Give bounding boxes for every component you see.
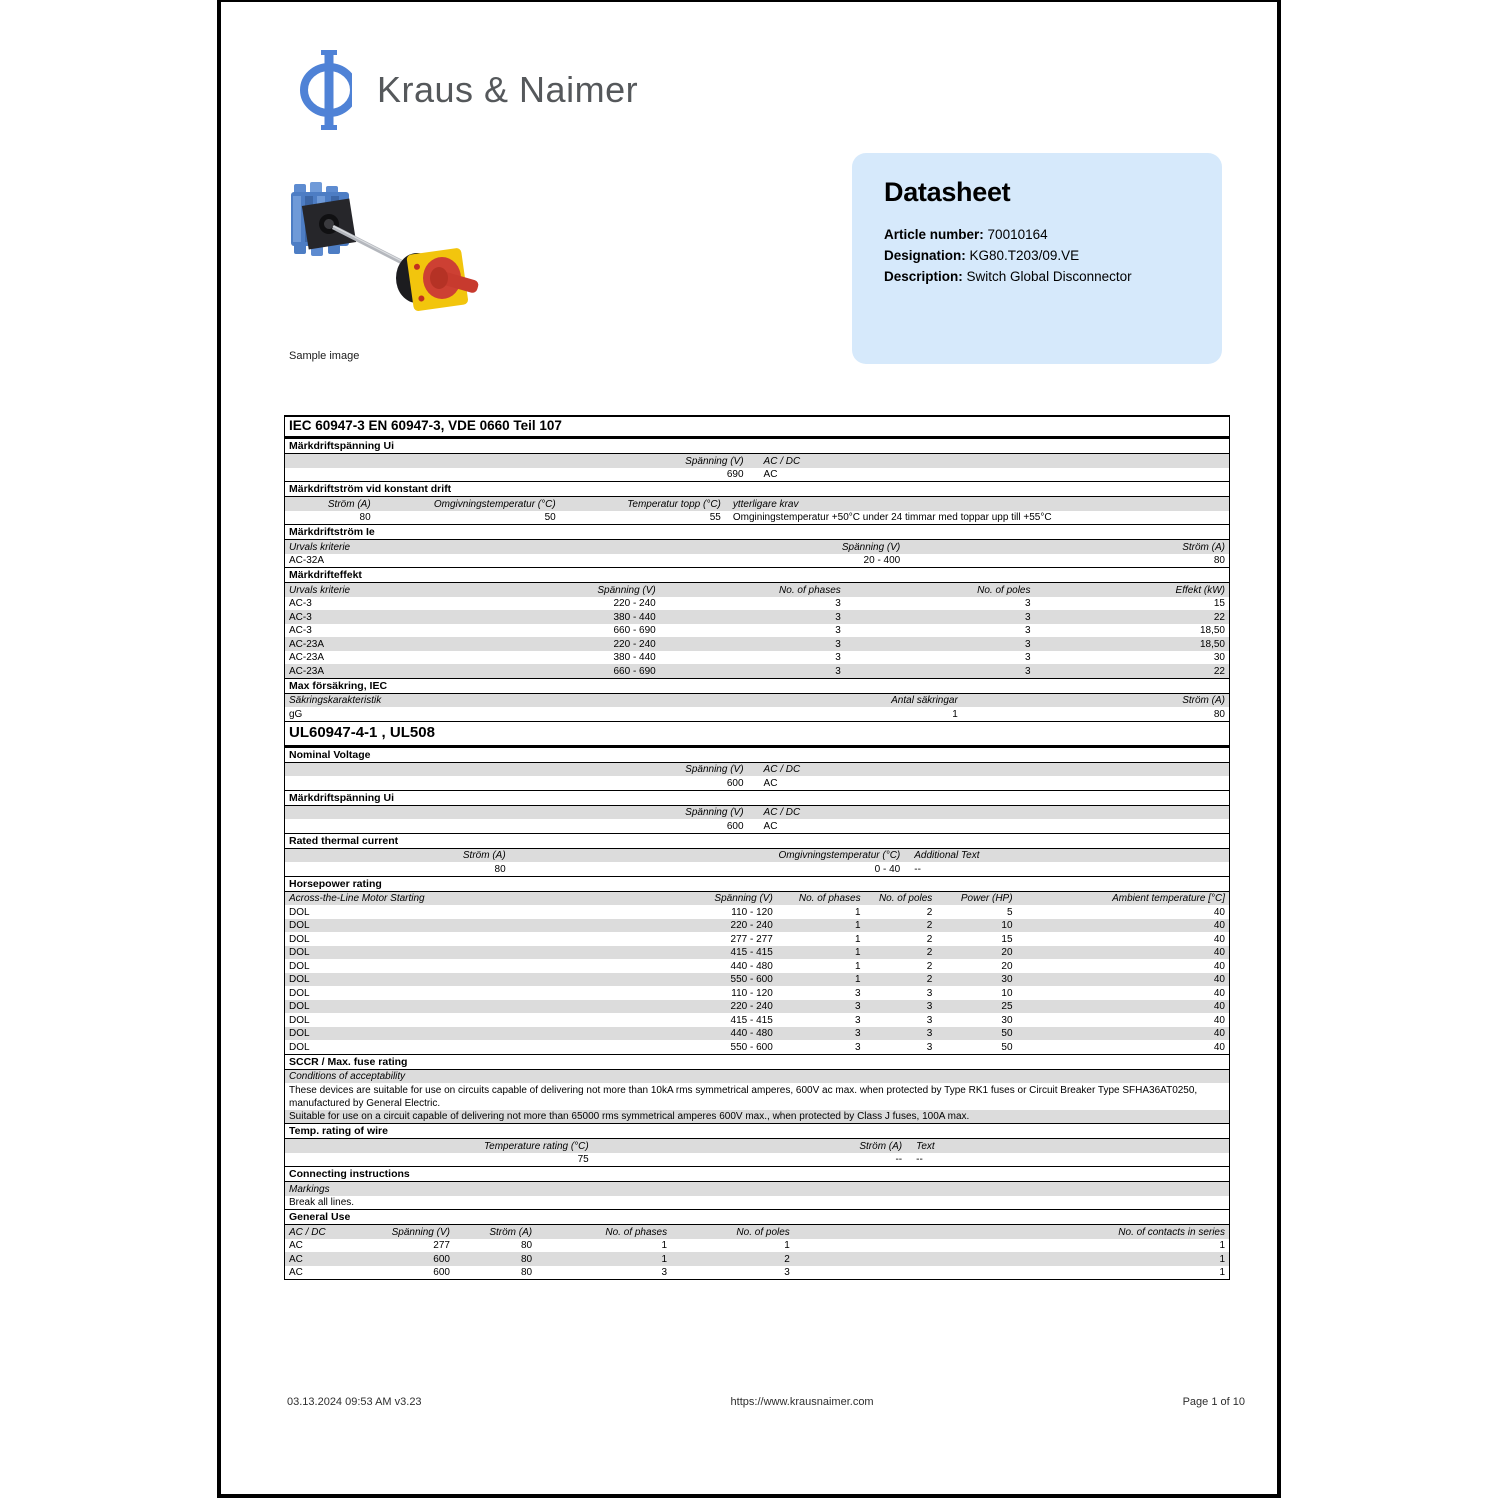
datasheet-title: Datasheet [884,177,1011,207]
table-cell: 3 [835,665,841,677]
table-header-row [285,540,1229,554]
table-cell: 2 [926,933,933,945]
table-header-row [285,763,1229,777]
table-cell: 220 - 240 [730,920,773,931]
table-header-row [285,892,1229,906]
table-header-row [285,806,1229,820]
table-header-cell: Säkringskarakteristik [289,695,382,706]
table-row [285,946,1229,960]
table-header-row [285,583,1229,597]
table-row [285,1040,1229,1054]
table-cell: 40 [1213,987,1225,999]
table-cell: 1 [952,708,958,720]
table-row [285,1266,1229,1280]
table-cell: 50 [1001,1028,1013,1039]
table-header-cell: Ström (A) [1182,541,1225,553]
table-cell: 1 [661,1240,668,1251]
page-footer [287,1396,1245,1408]
table-cell: AC [763,777,778,789]
table-header-cell: Omgivningstemperatur (°C) [433,498,556,510]
table-cell: 110 - 120 [731,987,773,999]
table-header-cell: Spänning (V) [685,455,744,467]
table-cell: 5 [1006,906,1013,918]
table-cell: 3 [1024,665,1031,677]
table-cell: AC-32A [289,555,325,566]
table-cell: DOL [289,906,310,918]
table-section-subtitle: SCCR / Max. fuse rating [285,1054,1229,1070]
table-header-row [285,1139,1229,1153]
table-cell: 380 - 440 [613,611,656,623]
table-cell: 40 [1213,1001,1225,1012]
table-cell: 3 [1024,611,1031,623]
table-cell: -- [916,1154,923,1165]
table-cell: DOL [289,987,310,999]
table-header-cell: Conditions of acceptability [289,1071,406,1082]
table-cell: DOL [289,974,310,985]
table-cell: 40 [1213,974,1225,985]
table-header-cell: No. of poles [977,584,1031,596]
table-section-title: IEC 60947-3 EN 60947-3, VDE 0660 Teil 107 [285,416,1229,438]
table-cell: AC-3 [289,611,312,623]
table-header-cell: AC / DC [763,455,801,467]
table-cell: 80 [359,512,371,523]
table-header-cell: Temperatur topp (°C) [627,498,721,510]
table-cell: 10 [1001,987,1013,999]
table-cell: 440 - 480 [730,960,773,972]
table-cell: 1 [855,974,861,985]
table-cell: 1 [855,933,861,945]
table-header-cell: Spänning (V) [841,541,901,553]
table-header-cell: AC / DC [763,764,801,775]
table-cell: 3 [835,625,841,636]
table-cell: 3 [926,1028,933,1039]
table-header-row [285,454,1229,468]
table-header-cell: Spänning (V) [714,893,773,904]
table-cell: 3 [855,1014,861,1026]
table-header-cell: Ström (A) [462,850,506,861]
table-header-cell: Effekt (kW) [1175,584,1225,596]
table-cell: 3 [855,1028,861,1039]
table-header-cell: ytterligare krav [732,498,799,510]
table-cell: DOL [289,947,310,958]
table-row [285,707,1229,721]
table-cell: gG [289,708,303,720]
table-header-row [285,849,1229,863]
table-cell: 20 [1001,960,1013,972]
phi-logo-icon [288,50,352,130]
table-row [285,862,1229,876]
table-section-subtitle: Märkdriftspänning Ui [285,790,1229,806]
table-header-cell: Markings [289,1183,330,1195]
table-cell: 1 [1219,1240,1225,1251]
description-label: Description: [884,269,963,284]
table-cell: 18,50 [1199,638,1225,650]
table-header-cell: Ström (A) [489,1226,533,1238]
table-row [285,1196,1229,1210]
table-cell: 3 [1024,625,1031,636]
table-cell: 80 [494,863,506,875]
table-row [285,819,1229,833]
table-section-subtitle: Rated thermal current [285,833,1229,849]
sample-image-caption: Sample image [289,350,360,362]
table-cell: 3 [835,598,841,609]
table-cell: 415 - 415 [730,947,773,958]
table-row [285,776,1229,790]
footer-url[interactable]: https://www.krausnaimer.com [730,1396,874,1408]
designation-field [884,245,1190,266]
table-header-cell: No. of phases [798,893,861,904]
table-cell: 3 [784,1267,790,1278]
table-header-row [285,1225,1229,1239]
table-section-title: UL60947-4-1 , UL508 [285,721,1229,747]
table-cell: 40 [1213,1014,1225,1026]
table-cell: 3 [835,652,841,663]
table-row [285,1153,1229,1167]
table-cell: -- [914,863,921,875]
table-cell: 3 [926,987,933,999]
description-value: Switch Global Disconnector [966,269,1132,284]
table-header-cell: Ström (A) [327,498,371,510]
table-header-row [285,694,1229,708]
table-cell: Break all lines. [289,1197,355,1208]
table-header-cell: Across-the-Line Motor Starting [289,893,425,904]
table-cell: AC [763,820,778,832]
table-cell: 1 [855,947,861,958]
table-cell: 1 [855,960,861,972]
table-cell: AC [289,1267,303,1278]
table-cell: DOL [289,933,310,945]
table-row [285,1110,1229,1124]
table-cell: AC-3 [289,598,312,609]
table-section-subtitle: General Use [285,1209,1229,1225]
table-cell: 40 [1213,947,1225,958]
description-field [884,266,1190,287]
article-number-label: Article number: [884,227,984,242]
table-cell: 3 [1024,652,1031,663]
table-cell: 660 - 690 [613,625,656,636]
table-cell: 80 [1213,708,1225,720]
table-header-row [285,1070,1229,1084]
table-cell: 55 [709,512,721,523]
table-row [285,1239,1229,1253]
table-cell: DOL [289,1041,310,1053]
table-row [285,610,1229,624]
table-cell: -- [895,1154,903,1165]
table-cell: 22 [1213,611,1225,623]
table-cell: 20 [1001,947,1013,958]
table-cell: Omginingstemperatur +50°C under 24 timmar med toppar upp till +55°C [732,512,1052,523]
table-cell: 2 [926,906,933,918]
table-row [285,511,1229,525]
table-cell: 600 [726,777,744,789]
table-cell: 1 [1219,1267,1225,1278]
table-header-cell: Ström (A) [1182,695,1225,706]
table-cell: 3 [855,987,861,999]
table-cell: 40 [1213,960,1225,972]
table-cell: 220 - 240 [613,598,656,609]
product-sample-image [283,178,483,323]
datasheet-info-box [852,153,1222,364]
table-section-subtitle: Märkdriftström Ie [285,524,1229,540]
table-cell: AC [289,1253,303,1265]
table-section-subtitle: Temp. rating of wire [285,1123,1229,1139]
table-cell: 30 [1213,652,1225,663]
table-cell: AC-23A [289,652,325,663]
table-cell: 30 [1001,1014,1013,1026]
table-cell: 3 [661,1267,668,1278]
table-cell: 40 [1213,1028,1225,1039]
table-cell: 110 - 120 [731,906,773,918]
table-cell: AC [763,469,778,480]
table-cell: 50 [544,512,556,523]
table-cell: 3 [855,1001,861,1012]
table-cell: 75 [577,1154,589,1165]
table-row [285,959,1229,973]
table-row [285,919,1229,933]
switch-front-plate [302,199,356,250]
table-section-subtitle: Horsepower rating [285,876,1229,892]
table-header-cell: Spänning (V) [685,807,744,818]
table-cell: 20 - 400 [863,555,901,566]
table-header-cell: Omgivningstemperatur (°C) [778,850,901,861]
table-cell: AC-23A [289,638,325,650]
table-cell: 415 - 415 [730,1014,773,1026]
table-cell: 550 - 600 [730,974,773,985]
table-section-subtitle: Märkdrifteffekt [285,567,1229,583]
table-section-subtitle: Max försäkring, IEC [285,678,1229,694]
table-cell: 40 [1213,933,1225,945]
table-cell: 1 [661,1253,668,1265]
table-row [285,624,1229,638]
table-cell: 220 - 240 [613,638,656,650]
table-header-cell: Power (HP) [960,893,1013,904]
table-row [285,1000,1229,1014]
table-cell: 80 [520,1240,533,1251]
table-cell: 277 - 277 [730,933,773,945]
table-cell: 25 [1001,1001,1013,1012]
table-header-cell: Spänning (V) [597,584,656,596]
table-cell: AC-23A [289,665,325,677]
table-row [285,1027,1229,1041]
footer-page-number: Page 1 of 10 [1182,1396,1245,1408]
table-header-cell: Additional Text [914,850,980,861]
table-cell: 220 - 240 [730,1001,773,1012]
table-cell: 380 - 440 [613,652,656,663]
table-cell: 690 [726,469,744,480]
datasheet-page [217,0,1281,1498]
table-cell: 3 [1024,598,1031,609]
table-cell: 3 [926,1014,933,1026]
table-header-cell: AC / DC [289,1226,326,1238]
table-cell: 80 [1213,555,1225,566]
table-row [285,1083,1229,1110]
table-cell: 600 [726,820,744,832]
table-header-cell: Temperature rating (°C) [483,1140,589,1152]
table-cell: 18,50 [1199,625,1225,636]
table-row [285,986,1229,1000]
table-row [285,1252,1229,1266]
table-header-cell: Text [916,1140,935,1152]
table-row [285,597,1229,611]
table-cell: 2 [926,920,933,931]
table-cell: 40 [1213,906,1225,918]
table-cell: DOL [289,960,310,972]
table-row [285,637,1229,651]
table-cell: 22 [1213,665,1225,677]
table-cell: 2 [784,1253,790,1265]
table-row [285,468,1229,482]
table-section-subtitle: Connecting instructions [285,1166,1229,1182]
table-cell: 660 - 690 [613,665,656,677]
designation-value: KG80.T203/09.VE [969,248,1080,263]
table-row [285,554,1229,568]
table-header-cell: Spänning (V) [685,764,744,775]
table-header-cell: Spänning (V) [391,1226,450,1238]
table-cell: 600 [433,1253,450,1265]
table-row [285,905,1229,919]
table-header-cell: No. of phases [779,584,841,596]
company-logo [288,50,638,130]
table-header-cell: Antal säkringar [891,695,958,706]
table-row [285,664,1229,678]
article-number-value: 70010164 [987,227,1048,242]
table-row [285,973,1229,987]
table-cell: 0 - 40 [874,863,901,875]
table-cell: DOL [289,1001,310,1012]
table-cell: 80 [520,1267,533,1278]
company-name: Kraus & Naimer [377,69,639,110]
table-cell: 2 [926,947,933,958]
table-cell: 3 [835,638,841,650]
table-cell: 1 [855,920,861,931]
table-row [285,932,1229,946]
table-header-cell: No. of poles [736,1226,790,1238]
table-cell: 10 [1001,920,1013,931]
table-row [285,651,1229,665]
table-cell: AC-3 [289,625,312,636]
table-cell: These devices are suitable for use on circuits capable of delivering not more than 10kA rms symmetrical amperes, 600V ac max. when protected by Type RK1 fuses or Circuit Breaker Type SFHA36AT0250, manufactured by General Electric. [289,1084,1198,1109]
table-cell: Suitable for use on a circuit capable of delivering not more than 65000 rms symmetrical amperes 600V max., when protected by Class J fuses, 100A max. [289,1111,970,1122]
specification-table [284,415,1230,1280]
table-cell: 2 [926,960,933,972]
table-cell: 1 [855,906,861,918]
table-cell: 15 [1001,933,1013,945]
table-cell: DOL [289,920,310,931]
table-row [285,1013,1229,1027]
table-cell: 40 [1213,1041,1225,1053]
table-cell: 3 [926,1001,933,1012]
table-cell: 15 [1213,598,1225,609]
table-header-cell: No. of contacts in series [1118,1226,1225,1238]
table-cell: 600 [433,1267,450,1278]
table-header-cell: Ström (A) [859,1140,903,1152]
table-header-cell: Ambient temperature [°C] [1112,893,1225,904]
designation-label: Designation: [884,248,966,263]
table-header-cell: No. of poles [878,893,933,904]
table-cell: 1 [784,1240,790,1251]
table-header-cell: Urvals kriterie [289,541,351,553]
table-cell: 80 [520,1253,533,1265]
table-header-cell: No. of phases [605,1226,668,1238]
table-cell: 50 [1001,1041,1013,1053]
footer-date-version: 03.13.2024 09:53 AM v3.23 [287,1396,422,1408]
table-cell: 3 [926,1041,933,1053]
table-cell: 3 [855,1041,861,1053]
table-cell: 2 [926,974,933,985]
table-header-row [285,497,1229,511]
table-cell: 30 [1001,974,1013,985]
table-header-row [285,1182,1229,1196]
table-cell: 3 [835,611,841,623]
table-cell: 440 - 480 [730,1028,773,1039]
table-cell: 40 [1213,920,1225,931]
table-header-cell: AC / DC [763,807,801,818]
table-header-cell: Urvals kriterie [289,584,351,596]
table-cell: AC [289,1240,303,1251]
table-section-subtitle: Märkdriftström vid konstant drift [285,481,1229,497]
article-number-field [884,224,1190,245]
table-cell: DOL [289,1028,310,1039]
table-section-subtitle: Nominal Voltage [285,747,1229,763]
table-cell: 1 [1219,1253,1225,1265]
table-cell: 550 - 600 [730,1041,773,1053]
table-cell: DOL [289,1014,310,1026]
table-cell: 277 [433,1240,450,1251]
table-cell: 3 [1024,638,1031,650]
table-section-subtitle: Märkdriftspänning Ui [285,438,1229,454]
